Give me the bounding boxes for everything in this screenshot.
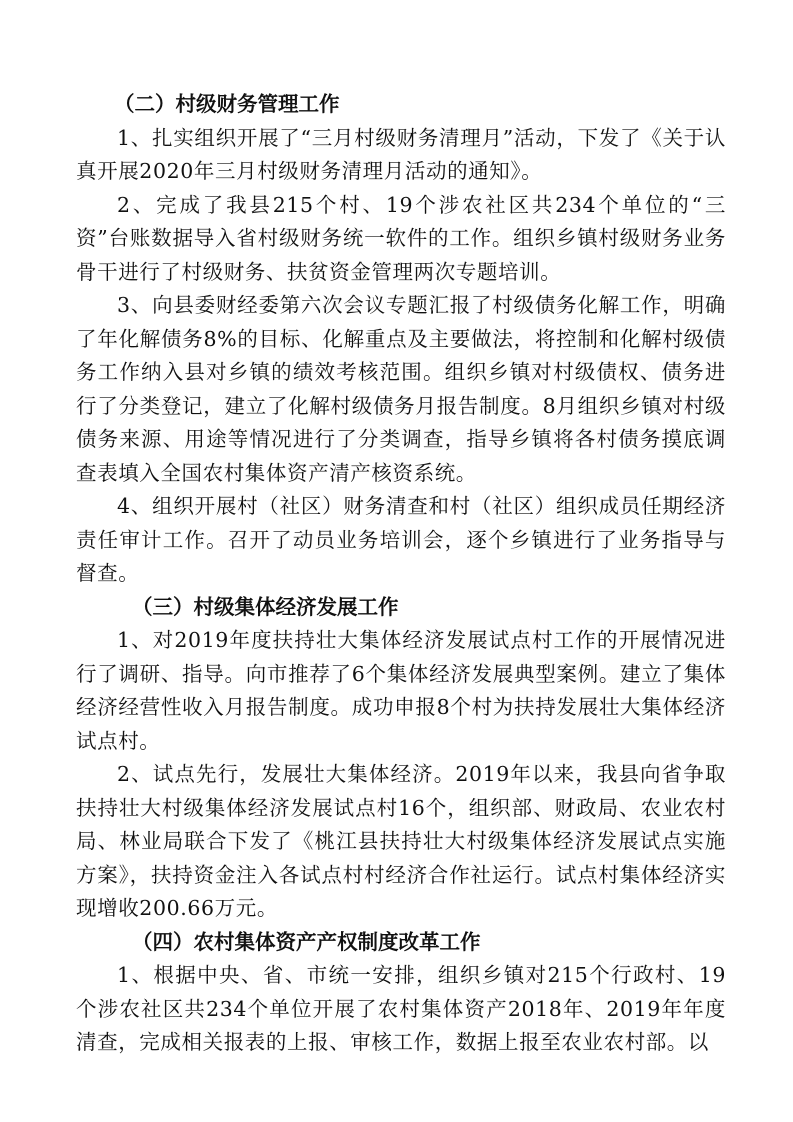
paragraph: 2、试点先行，发展壮大集体经济。2019年以来，我县向省争取扶持壮大村级集体经济发展试点村16个，组织部、财政局、农业农村局、林业局联合下发了《桃江县扶持壮大村级集体经济发展试点实施方案》，扶持资金注入各试点村村经济合作社运行。试点村集体经济实现增收200.66万元。: [76, 762, 726, 920]
section-heading-collective-economy: （三）村级集体经济发展工作: [132, 594, 399, 619]
section-heading-village-finance: （二）村级财务管理工作: [114, 92, 340, 116]
paragraph: 2、完成了我县215个村、19个涉农社区共234个单位的“三资”台账数据导入省村级财务统一软件的工作。组织乡镇村级财务业务骨干进行了村级财务、扶贫资金管理两次专题培训。: [76, 192, 726, 284]
paragraph: 1、根据中央、省、市统一安排，组织乡镇对215个行政村、19个涉农社区共234个单位开展了农村集体资产2018年、2019年年度清查，完成相关报表的上报、审核工作，数据上报至农业农村部。以: [76, 963, 726, 1054]
paragraph: 1、扎实组织开展了“三月村级财务清理月”活动，下发了《关于认真开展2020年三月村级财务清理月活动的通知》。: [76, 125, 726, 183]
paragraph: 4、组织开展村（社区）财务清查和村（社区）组织成员任期经济责任审计工作。召开了动员业务培训会，逐个乡镇进行了业务指导与督查。: [76, 494, 726, 585]
paragraph: 3、向县委财经委第六次会议专题汇报了村级债务化解工作，明确了年化解债务8%的目标、化解重点及主要做法，将控制和化解村级债务工作纳入县对乡镇的绩效考核范围。组织乡镇对村级债权、债务进行了分类登记，建立了化解村级债务月报告制度。8月组织乡镇对村级债务来源、用途等情况进行了分类调查，指导乡镇将各村债务摸底调查表填入全国农村集体资产清产核资系统。: [76, 293, 726, 485]
section-heading-property-rights-reform: （四）农村集体资产产权制度改革工作: [132, 929, 481, 954]
document-body: [76, 88, 726, 1060]
paragraph: 1、对2019年度扶持壮大集体经济发展试点村工作的开展情况进行了调研、指导。向市推荐了6个集体经济发展典型案例。建立了集体经济经营性收入月报告制度。成功申报8个村为扶持发展壮大集体经济试点村。: [76, 628, 726, 753]
